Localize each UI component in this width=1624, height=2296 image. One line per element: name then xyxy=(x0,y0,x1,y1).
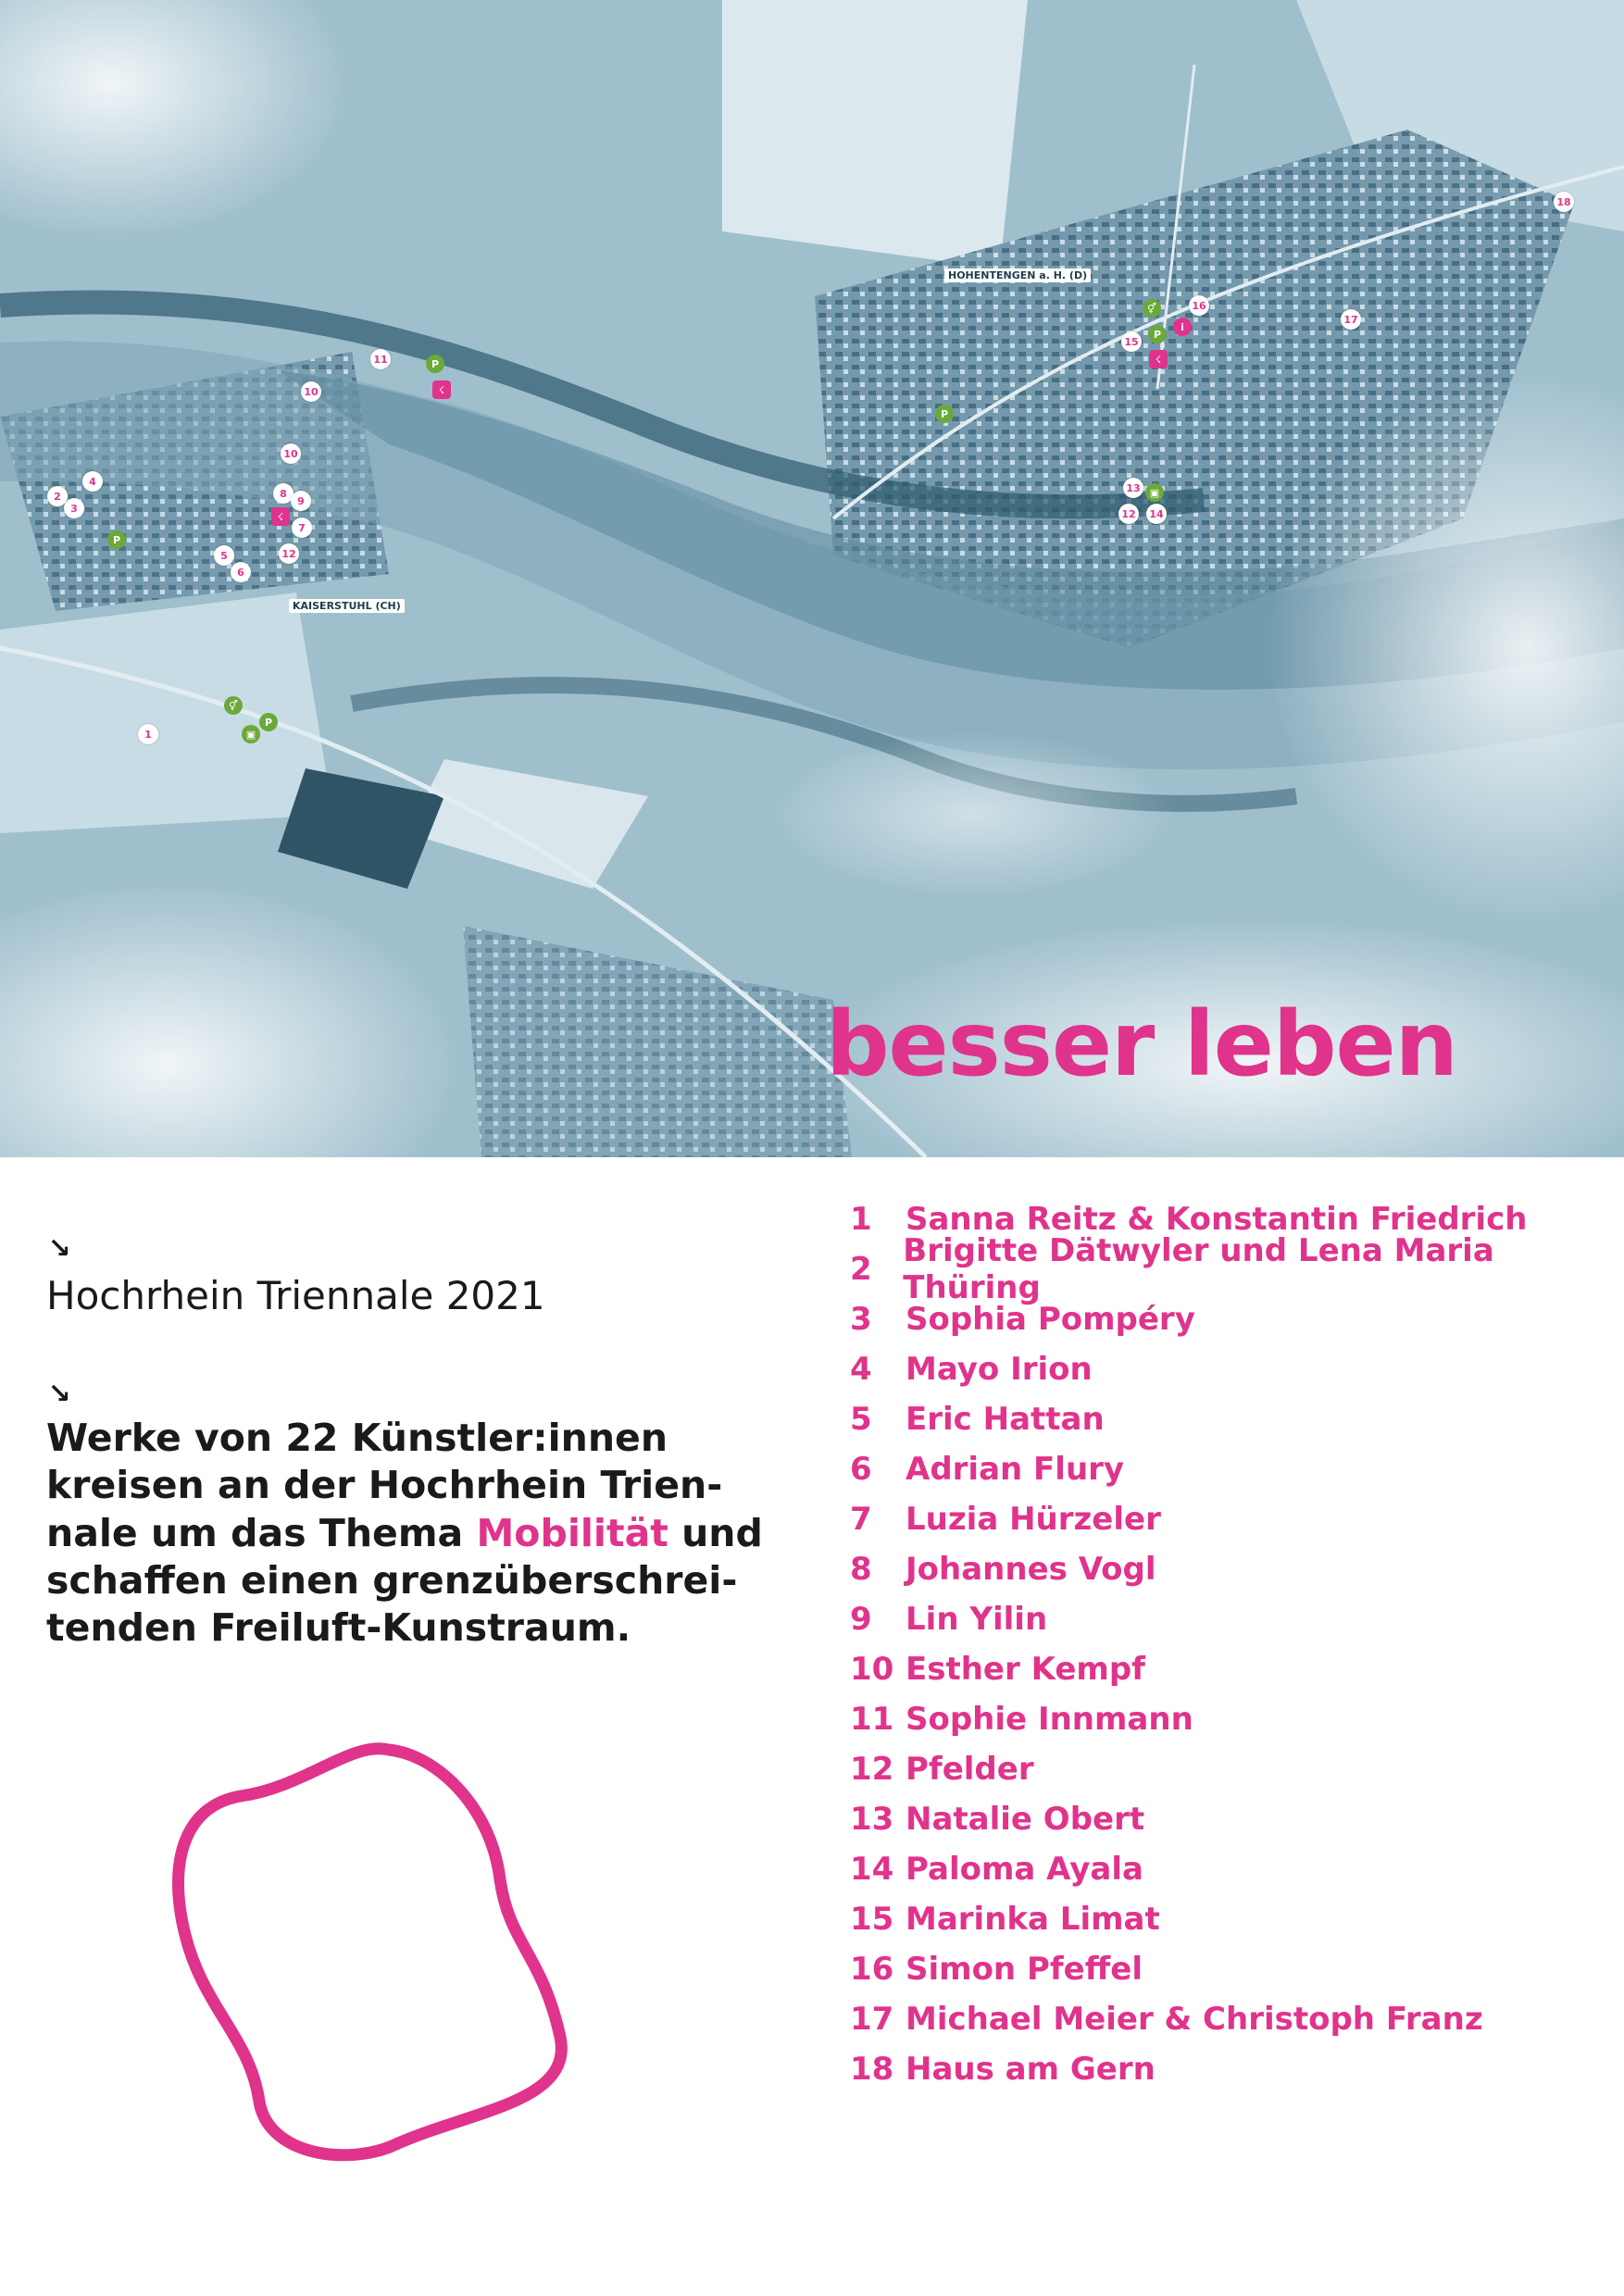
list-item xyxy=(850,1344,1609,1394)
artist-number: 14 xyxy=(850,1851,894,1888)
map-pin-11[interactable]: 11 xyxy=(370,349,391,369)
map-pin-5[interactable]: 5 xyxy=(214,545,234,566)
description xyxy=(46,1415,787,1652)
bike-icon: ☇ xyxy=(432,381,451,399)
list-item xyxy=(850,1894,1609,1944)
artist-name: Lin Yilin xyxy=(906,1601,1048,1638)
artist-number: 6 xyxy=(850,1451,872,1488)
map-pin-17[interactable]: 17 xyxy=(1341,309,1361,330)
bus-icon: ▣ xyxy=(1145,483,1164,502)
list-item xyxy=(850,1744,1609,1794)
artist-name: Eric Hattan xyxy=(906,1401,1105,1438)
map-pin-10a[interactable]: 10 xyxy=(301,381,321,402)
artist-number: 9 xyxy=(850,1601,872,1638)
bike-icon: ☇ xyxy=(1149,350,1168,368)
artist-number: 11 xyxy=(850,1701,894,1738)
map-pin-12b[interactable]: 12 xyxy=(1118,504,1139,524)
artist-number: 18 xyxy=(850,2051,894,2088)
artist-name: Luzia Hürzeler xyxy=(906,1501,1161,1538)
artist-number: 12 xyxy=(850,1751,894,1788)
description-text: und schaffen einen grenzüberschreitenden Freiluft-Kunstraum. xyxy=(46,1510,763,1650)
bike-icon: ☇ xyxy=(271,507,290,526)
map-pin-15[interactable]: 15 xyxy=(1121,331,1142,352)
map-pin-8[interactable]: 8 xyxy=(273,483,294,504)
list-item xyxy=(850,1444,1609,1494)
artist-number: 4 xyxy=(850,1351,872,1388)
parking-icon: P xyxy=(259,713,278,731)
list-item xyxy=(850,2044,1609,2094)
artist-number: 10 xyxy=(850,1651,894,1688)
artist-number: 8 xyxy=(850,1551,872,1588)
artist-name: Marinka Limat xyxy=(906,1901,1160,1938)
list-item xyxy=(850,1232,1609,1306)
list-item xyxy=(850,1994,1609,2044)
map-pin-4[interactable]: 4 xyxy=(82,471,103,492)
artist-name: Mayo Irion xyxy=(906,1351,1093,1388)
loop-outline-graphic xyxy=(167,1731,593,2194)
list-item xyxy=(850,1544,1609,1594)
artist-name: Michael Meier & Christoph Franz xyxy=(906,2001,1483,2038)
artist-number: 13 xyxy=(850,1801,894,1838)
artist-number: 15 xyxy=(850,1901,894,1938)
artist-name: Brigitte Dätwyler und Lena Maria Thüring xyxy=(903,1232,1494,1306)
artist-name: Johannes Vogl xyxy=(906,1551,1156,1588)
list-item xyxy=(850,1494,1609,1544)
arrow-icon: → xyxy=(40,1373,80,1413)
map-pin-7[interactable]: 7 xyxy=(292,518,312,538)
artist-number: 1 xyxy=(850,1201,872,1238)
artist-name: Sanna Reitz & Konstantin Friedrich xyxy=(906,1201,1528,1238)
map-pin-6[interactable]: 6 xyxy=(231,562,251,582)
artist-name: Sophia Pompéry xyxy=(906,1301,1195,1338)
artist-name: Haus am Gern xyxy=(906,2051,1156,2088)
arrow-icon: → xyxy=(40,1228,80,1267)
map-pin-14[interactable]: 14 xyxy=(1146,504,1167,524)
town-label-hohentengen: HOHENTENGEN a. H. (D) xyxy=(944,268,1091,282)
headline: besser leben xyxy=(825,992,1457,1096)
map-pin-9[interactable]: 9 xyxy=(291,491,311,511)
list-item xyxy=(850,1594,1609,1644)
map-pin-1[interactable]: 1 xyxy=(138,724,158,744)
info-icon: i xyxy=(1173,318,1192,336)
map-pin-12a[interactable]: 12 xyxy=(279,543,299,564)
artist-number: 3 xyxy=(850,1301,872,1338)
toilets-icon: ⚥ xyxy=(1143,299,1161,318)
artist-name: Paloma Ayala xyxy=(906,1851,1143,1888)
artist-name: Sophie Innmann xyxy=(906,1701,1193,1738)
parking-icon: P xyxy=(1148,325,1167,343)
bus-icon: ▣ xyxy=(242,725,260,743)
artist-list xyxy=(850,1194,1609,2094)
event-title: Hochrhein Triennale 2021 xyxy=(46,1273,545,1318)
artist-name: Esther Kempf xyxy=(906,1651,1145,1688)
list-item xyxy=(850,1944,1609,1994)
description-text: Werke von 22 Künstler:innen kreisen an der Hochrhein Triennale um das Thema xyxy=(46,1416,723,1555)
list-item xyxy=(850,1694,1609,1744)
parking-icon: P xyxy=(935,405,954,423)
artist-number: 7 xyxy=(850,1501,872,1538)
artist-name: Adrian Flury xyxy=(906,1451,1125,1488)
list-item xyxy=(850,1844,1609,1894)
list-item xyxy=(850,1644,1609,1694)
parking-icon: P xyxy=(426,355,444,373)
toilets-icon: ⚥ xyxy=(224,696,243,715)
map-pin-13[interactable]: 13 xyxy=(1123,478,1143,498)
artist-name: Simon Pfeffel xyxy=(906,1951,1143,1988)
artist-number: 2 xyxy=(850,1251,872,1288)
map-pin-2[interactable]: 2 xyxy=(47,486,68,506)
description-highlight: Mobilität xyxy=(476,1510,668,1555)
artist-number: 5 xyxy=(850,1401,872,1438)
town-label-kaiserstuhl: KAISERSTUHL (CH) xyxy=(289,599,405,613)
parking-icon: P xyxy=(107,530,126,549)
map-pin-18[interactable]: 18 xyxy=(1554,192,1574,212)
artist-name: Natalie Obert xyxy=(906,1801,1145,1838)
list-item xyxy=(850,1794,1609,1844)
artist-name: Pfelder xyxy=(906,1751,1034,1788)
artist-number: 17 xyxy=(850,2001,894,2038)
list-item xyxy=(850,1394,1609,1444)
map-pin-10b[interactable]: 10 xyxy=(281,443,301,464)
artist-number: 16 xyxy=(850,1951,894,1988)
map-pin-3[interactable]: 3 xyxy=(64,498,84,518)
map-pin-16[interactable]: 16 xyxy=(1189,295,1209,316)
